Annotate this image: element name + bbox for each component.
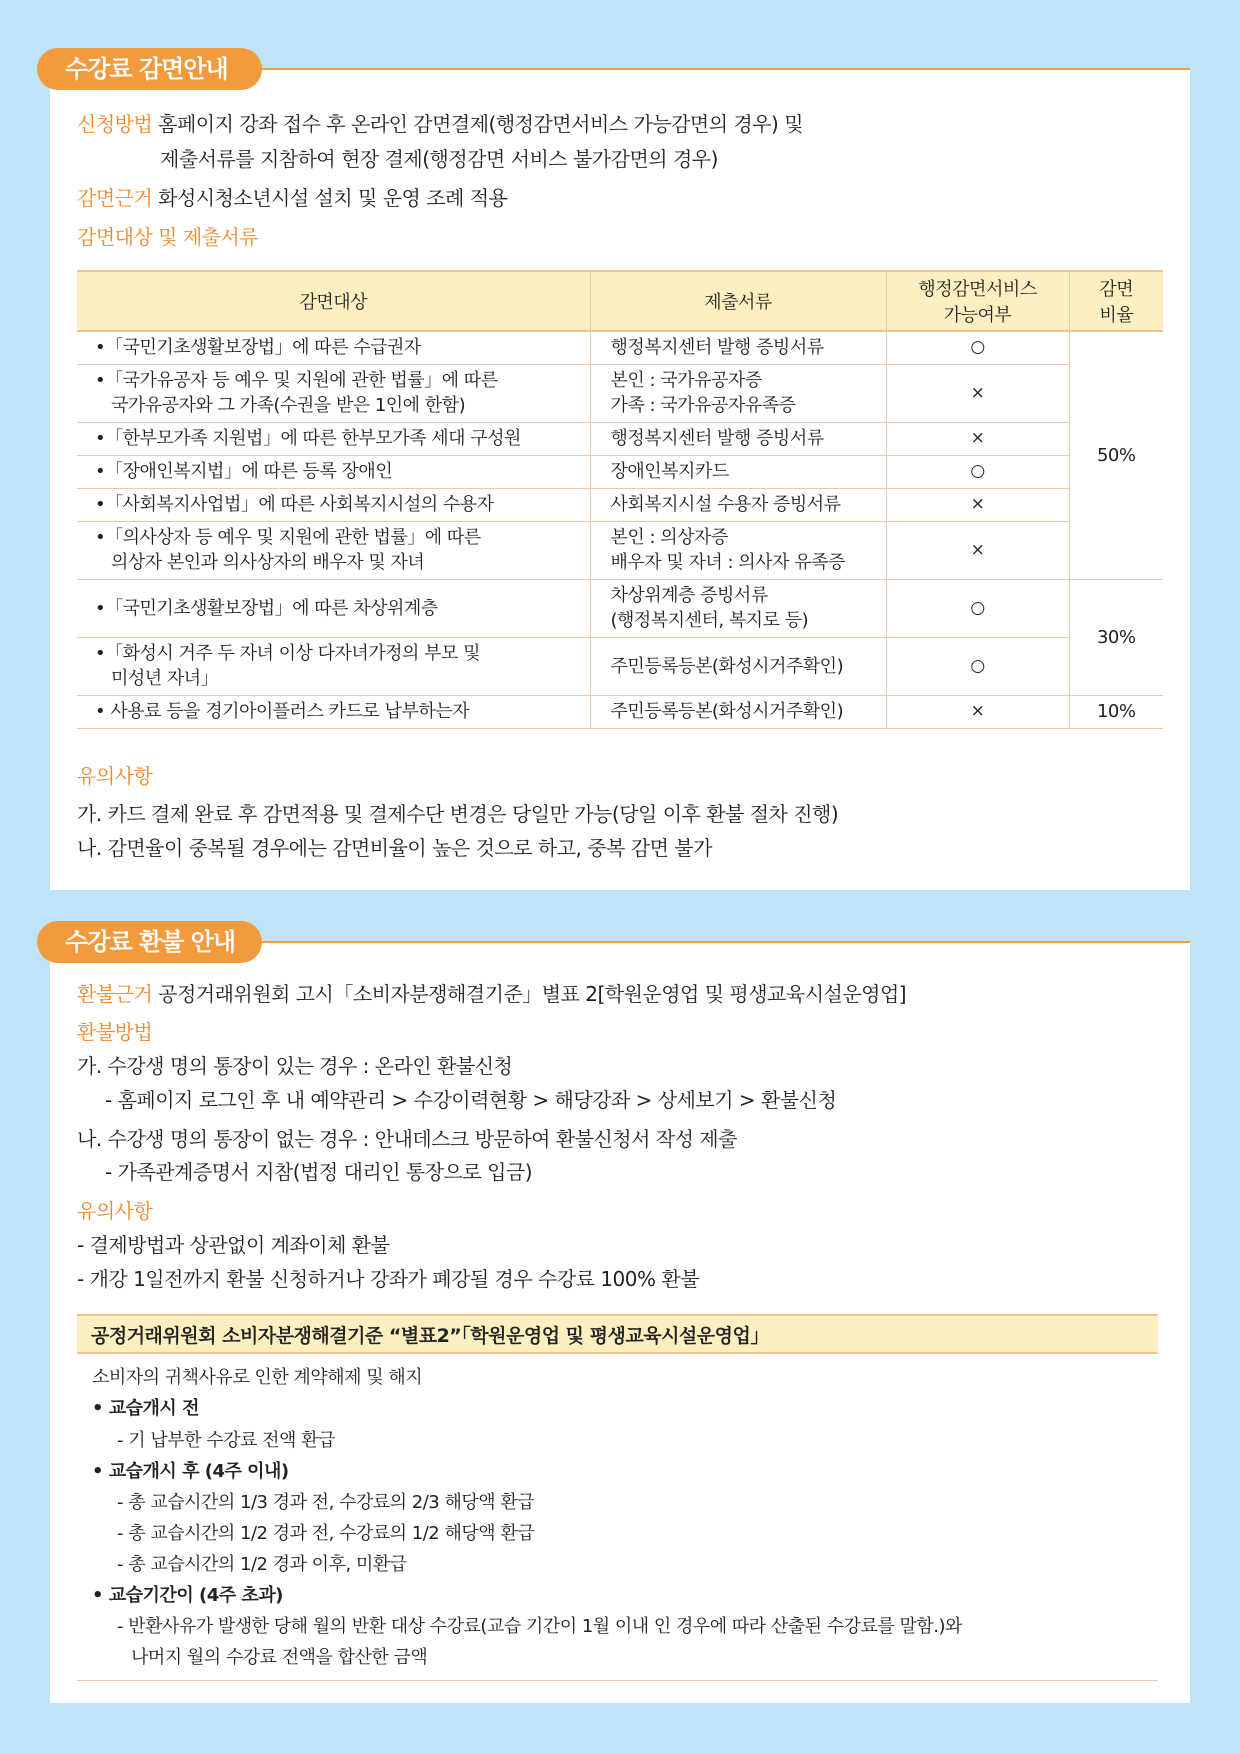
rate-10: 10% [1069,695,1163,728]
refund-section-badge: 수강료 환불 안내 [37,921,262,963]
section-divider [255,941,1190,943]
refund-note-1: - 결제방법과 상관없이 계좌이체 환불 [77,1233,390,1257]
table-row: •「국민기초생활보장법」에 따른 차상위계층 차상위계층 증빙서류 (행정복지센터, 복지로 등) ○ 30% [77,579,1163,637]
box-bottom-rule [77,1680,1158,1681]
refund-notes-label: 유의사항 [77,1199,153,1223]
table-row: •「사회복지사업법」에 따른 사회복지시설의 수용자 사회복지시설 수용자 증빙서류 × [77,488,1163,521]
header-rate: 감면 비율 [1069,271,1163,331]
reduction-table [77,270,1163,729]
box-item: - 총 교습시간의 1/3 경과 전, 수강료의 2/3 해당액 환급 [117,1492,535,1513]
rate-30: 30% [1069,579,1163,695]
header-docs: 제출서류 [590,271,886,331]
box-bullet-3: • 교습기간이 (4주 초과) [92,1585,283,1606]
box-item: 나머지 월의 수강료 전액을 합산한 금액 [131,1647,428,1668]
box-item: - 총 교습시간의 1/2 경과 전, 수강료의 1/2 해당액 환급 [117,1523,535,1544]
box-item: - 반환사유가 발생한 당해 월의 반환 대상 수강료(교습 기간이 1월 이내 인 경우에 따라 산출된 수강료를 말함.)와 [117,1616,962,1637]
table-row: •「화성시 거주 두 자녀 이상 다자녀가정의 부모 및 미성년 자녀」 주민등록등본(화성시거주확인) ○ [77,637,1163,695]
reduction-section-badge: 수강료 감면안내 [37,48,262,90]
basis-label: 감면근거 [77,186,153,210]
method-text1: 홈페이지 강좌 접수 후 온라인 감면결제(행정감면서비스 가능감면의 경우) 및 [158,112,804,136]
notes-label: 유의사항 [77,764,153,788]
header-target: 감면대상 [77,271,590,331]
box-item: - 기 납부한 수강료 전액 환급 [117,1430,335,1451]
table-row: •「국가유공자 등 예우 및 지원에 관한 법률」에 따른 국가유공자와 그 가족(수권을 받은 1인에 한함) 본인 : 국가유공자증 가족 : 국가유공자유족증 × [77,364,1163,422]
refund-method-a-sub: - 홈페이지 로그인 후 내 예약관리 > 수강이력현황 > 해당강좌 > 상세보기 > 환불신청 [105,1088,837,1112]
table-row: • 사용료 등을 경기아이플러스 카드로 납부하는자 주민등록등본(화성시거주확인) × 10% [77,695,1163,728]
basis-text: 화성시청소년시설 설치 및 운영 조례 적용 [158,186,508,210]
refund-basis-line [77,980,906,1008]
table-row: •「의사상자 등 예우 및 지원에 관한 법률」에 따른 의상자 본인과 의사상자의 배우자 및 자녀 본인 : 의상자증 배우자 및 자녀 : 의사자 유족증 × [77,521,1163,579]
refund-basis-label: 환불근거 [77,982,153,1006]
basis-line [77,184,507,212]
section-divider [255,68,1190,70]
target-label: 감면대상 및 제출서류 [77,225,259,249]
table-header-row [77,271,1163,331]
method-label: 신청방법 [77,112,153,136]
method-line1 [77,110,803,138]
header-availability: 행정감면서비스 가능여부 [886,271,1069,331]
table-row: •「장애인복지법」에 따른 등록 장애인 장애인복지카드 ○ [77,455,1163,488]
table-row: •「국민기초생활보장법」에 따른 수급권자 행정복지센터 발행 증빙서류 ○ 50% [77,331,1163,364]
refund-method-b: 나. 수강생 명의 통장이 없는 경우 : 안내데스크 방문하여 환불신청서 작성 제출 [77,1127,737,1151]
box-bullet-2: • 교습개시 후 (4주 이내) [92,1461,289,1482]
note-1: 가. 카드 결제 완료 후 감면적용 및 결제수단 변경은 당일만 가능(당일 이후 환불 절차 진행) [77,802,839,826]
rate-50: 50% [1069,331,1163,579]
refund-basis-text: 공정거래위원회 고시「소비자분쟁해결기준」별표 2[학원운영업 및 평생교육시설운영업] [158,982,907,1006]
table-row: •「한부모가족 지원법」에 따른 한부모가족 세대 구성원 행정복지센터 발행 증빙서류 × [77,422,1163,455]
box-intro: 소비자의 귀책사유로 인한 계약해제 및 해지 [92,1367,423,1388]
standard-box-title: 공정거래위원회 소비자분쟁해결기준 “별표2”「학원운영업 및 평생교육시설운영업」 [77,1314,1158,1354]
box-item: - 총 교습시간의 1/2 경과 이후, 미환급 [117,1554,407,1575]
refund-method-label: 환불방법 [77,1020,153,1044]
refund-method-a: 가. 수강생 명의 통장이 있는 경우 : 온라인 환불신청 [77,1054,513,1078]
refund-note-2: - 개강 1일전까지 환불 신청하거나 강좌가 폐강될 경우 수강료 100% 환불 [77,1267,700,1291]
box-bullet-1: • 교습개시 전 [92,1398,199,1419]
note-2: 나. 감면율이 중복될 경우에는 감면비율이 높은 것으로 하고, 중복 감면 불가 [77,836,712,860]
method-text2: 제출서류를 지참하여 현장 결제(행정감면 서비스 불가감면의 경우) [160,147,718,171]
refund-method-b-sub: - 가족관계증명서 지참(법정 대리인 통장으로 입금) [105,1160,533,1184]
